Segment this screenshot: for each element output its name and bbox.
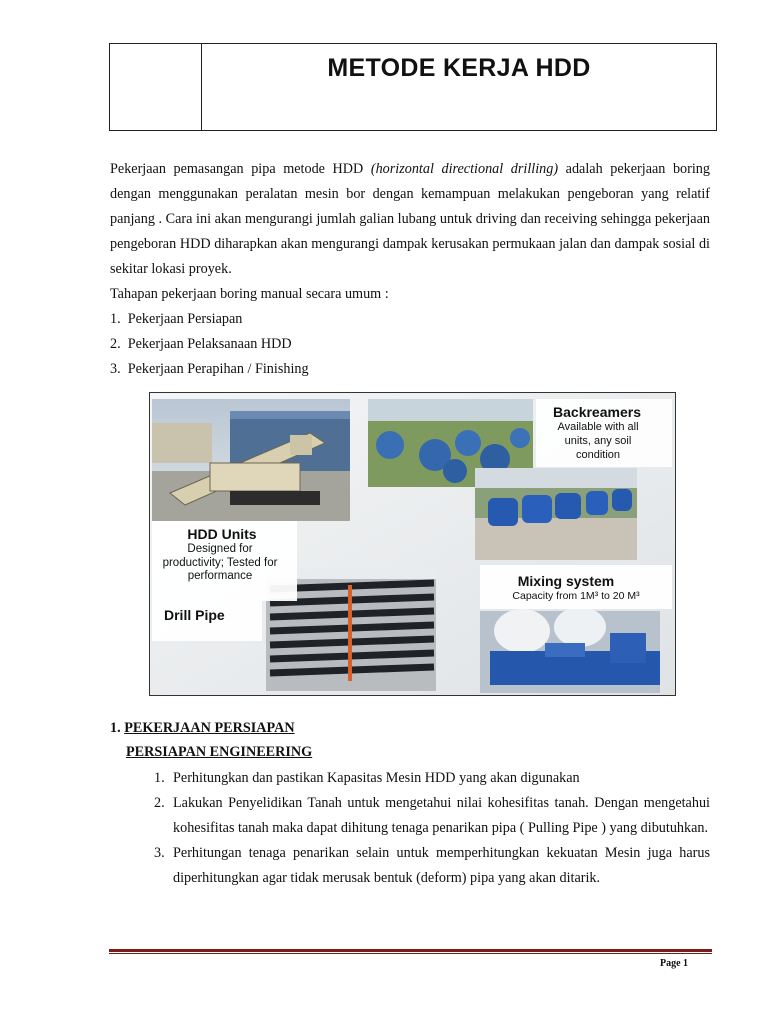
intro-text-a: Pekerjaan pemasangan pipa metode HDD	[110, 161, 371, 177]
document-title: METODE KERJA HDD	[327, 54, 591, 82]
backreamers-sub1: Available with all	[557, 421, 639, 433]
hdd-units-sub1: Designed for	[187, 543, 253, 555]
list-item: 3. Perhitungan tenaga penarikan selain untuk memperhitungkan kekuatan Mesin juga harus diperhitungkan agar tidak merusak bentuk (deform) pipa yang akan ditarik.	[154, 845, 710, 886]
mixing-tank-photo	[480, 607, 660, 693]
intro-text-b: adalah pekerjaan boring dengan menggunakan peralatan mesin bor dengan kemampuan melakukan pengeboran yang relatif panjang . Cara ini akan mengurangi jumlah galian lubang untuk driving dan receiving sehingga pekerjaan pengeboran HDD diharapkan akan mengurangi dampak kerusakan permukaan jalan dan dampak sosial di sekitar lokasi proyek.	[110, 161, 710, 277]
list-item: 2. Pekerjaan Pelaksanaan HDD	[110, 336, 292, 352]
hdd-units-sub2: productivity; Tested for	[162, 557, 278, 569]
footer-rule	[109, 949, 712, 952]
section-heading: 1. PEKERJAAN PERSIAPAN	[110, 720, 295, 736]
backreamers-sub3: condition	[575, 449, 621, 461]
engineering-list	[110, 766, 710, 891]
intro-text-italic: (horizontal directional drilling)	[370, 161, 559, 177]
section-persiapan	[110, 718, 710, 891]
backreamers-title: Backreamers	[553, 404, 641, 420]
footer-rule-thin	[109, 953, 712, 954]
drill-pipe-label: Drill Pipe	[164, 607, 225, 623]
intro-section	[110, 157, 710, 382]
list-item: 1. Pekerjaan Persiapan	[110, 311, 243, 327]
intro-paragraph	[110, 157, 710, 282]
equipment-photo	[149, 392, 676, 696]
list-item: 3. Pekerjaan Perapihan / Finishing	[110, 361, 309, 377]
steps-list	[110, 307, 710, 382]
page-number: Page 1	[660, 958, 689, 969]
backreamers-sub2: units, any soil	[564, 435, 632, 447]
mixing-sub: Capacity from 1M³ to 20 M³	[512, 590, 640, 602]
hdd-units-title: HDD Units	[187, 526, 257, 542]
steps-intro: Tahapan pekerjaan boring manual secara umum :	[110, 286, 389, 302]
header-table	[109, 43, 717, 131]
hdd-unit-photo	[152, 399, 350, 521]
list-item: 2. Lakukan Penyelidikan Tanah untuk mengetahui nilai kohesifitas tanah. Dengan mengetahui kohesifitas tanah maka dapat dihitung tenaga penarikan pipa ( Pulling Pipe ) yang dibutuhkan.	[154, 795, 710, 836]
mixing-title: Mixing system	[517, 573, 615, 589]
logo-cell	[110, 44, 202, 130]
mixing-units-photo	[475, 468, 637, 560]
section-subheading: PERSIAPAN ENGINEERING	[126, 744, 313, 760]
list-item: 1. Perhitungkan dan pastikan Kapasitas Mesin HDD yang akan digunakan	[154, 770, 580, 786]
hdd-units-sub3: performance	[187, 570, 253, 582]
